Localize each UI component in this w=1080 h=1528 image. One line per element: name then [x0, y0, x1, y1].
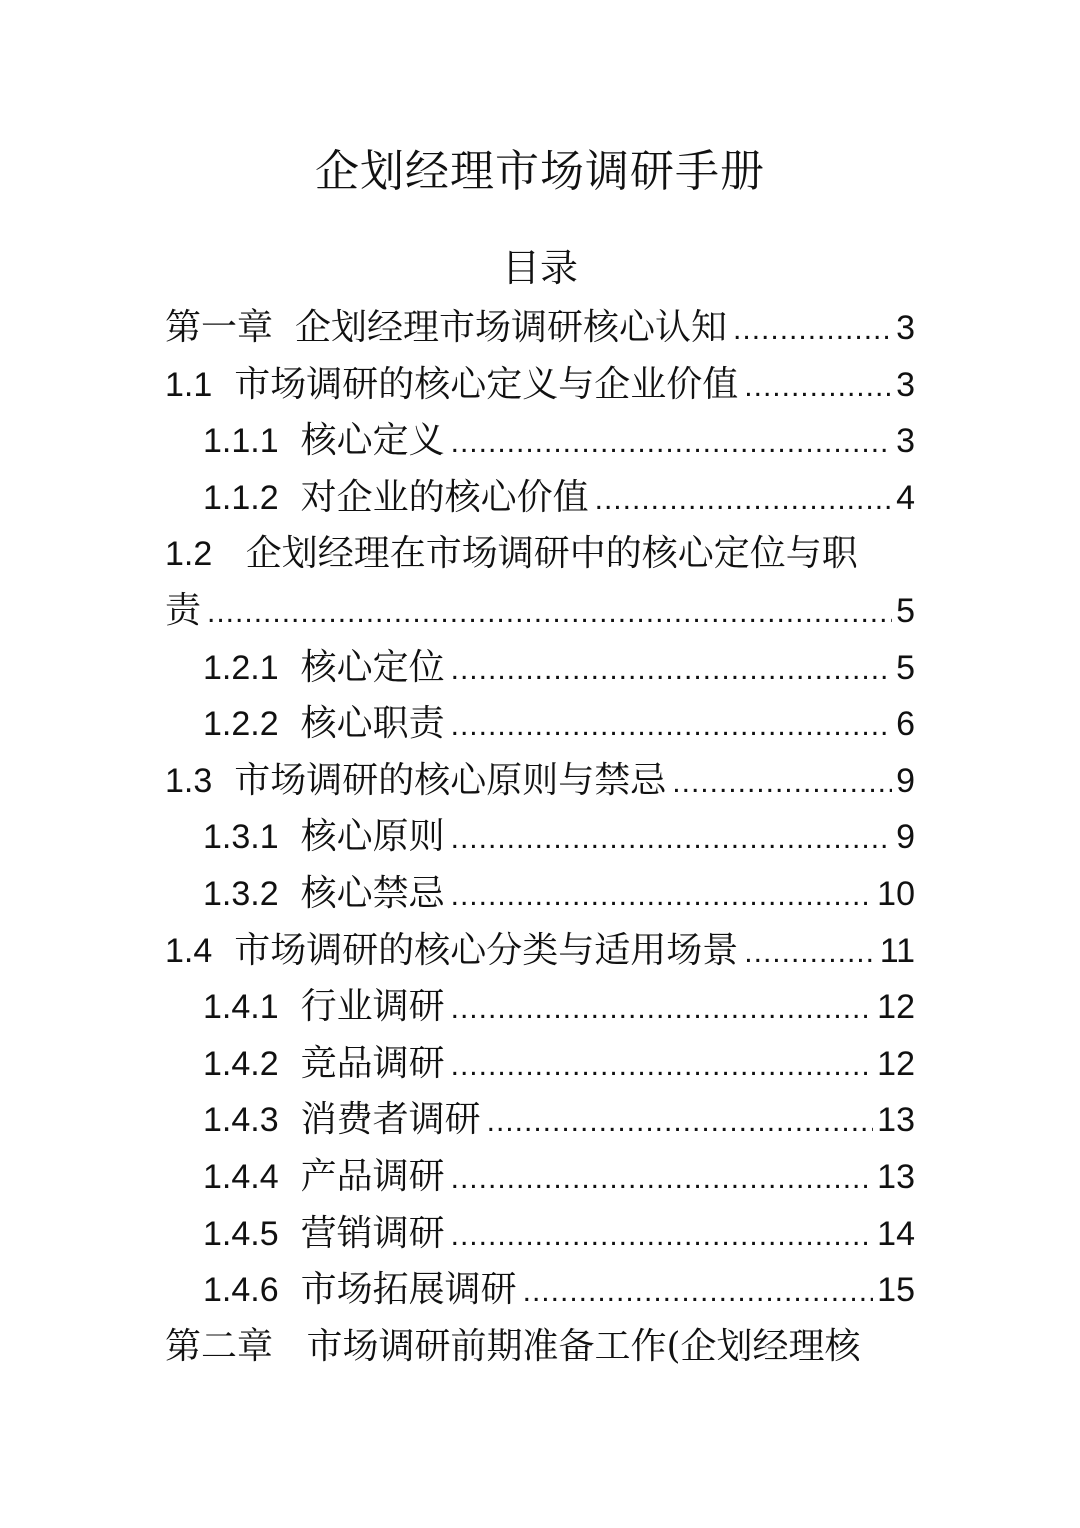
- toc-entry-page: 13: [877, 1157, 915, 1196]
- toc-entry-number: 1.4.1: [203, 988, 279, 1027]
- toc-entry-text: 核心职责: [300, 703, 445, 745]
- toc-leader-dots: [451, 1038, 874, 1093]
- toc-entry-number: 1.1.2: [203, 478, 279, 517]
- toc-entry-text: 核心定位: [300, 646, 445, 688]
- toc-leader-dots: [744, 925, 875, 980]
- toc-leader-dots: [451, 642, 892, 697]
- toc-entry-number: 1.3.2: [203, 874, 279, 913]
- toc-entry-1-2-line-1[interactable]: [165, 526, 915, 583]
- toc-entry-1-1-2[interactable]: [165, 470, 915, 527]
- toc-leader-dots: [451, 415, 892, 470]
- toc-entry-text: 营销调研: [300, 1212, 445, 1254]
- toc-entry-1-2-line-2[interactable]: [165, 583, 915, 640]
- toc-entry-1-1[interactable]: [165, 357, 915, 414]
- toc-leader-dots: [451, 1208, 874, 1263]
- toc-entry-number: 1.2: [165, 535, 213, 574]
- toc-leader-dots: [451, 1151, 874, 1206]
- toc-entry-1-2-1[interactable]: [165, 640, 915, 697]
- toc-entry-page: 5: [896, 591, 915, 630]
- toc-entry-number: 1.4.4: [203, 1157, 279, 1196]
- toc-leader-dots: [744, 359, 892, 414]
- table-of-contents: [165, 300, 915, 1375]
- toc-entry-1-4-3[interactable]: [165, 1092, 915, 1149]
- toc-entry-page: 14: [877, 1214, 915, 1253]
- toc-entry-page: 3: [896, 422, 915, 461]
- toc-entry-page: 11: [879, 931, 915, 970]
- toc-entry-page: 15: [877, 1271, 915, 1310]
- toc-entry-1-4-4[interactable]: [165, 1149, 915, 1206]
- toc-leader-dots: [451, 811, 892, 866]
- toc-entry-number: 第二章: [165, 1325, 274, 1367]
- toc-entry-text: 企划经理市场调研核心认知: [295, 307, 728, 348]
- toc-entry-number: 1.4: [165, 931, 213, 970]
- toc-entry-text: 市场拓展调研: [300, 1269, 517, 1311]
- toc-entry-1-3-2[interactable]: [165, 866, 915, 923]
- toc-entry-number: 1.4.2: [203, 1044, 279, 1083]
- toc-entry-1-4[interactable]: [165, 923, 915, 980]
- toc-entry-page: 3: [896, 309, 915, 347]
- document-title: 企划经理市场调研手册: [315, 146, 765, 197]
- toc-entry-page: 12: [877, 988, 915, 1027]
- toc-entry-page: 10: [877, 874, 915, 913]
- toc-entry-text: 市场调研的核心分类与适用场景: [234, 929, 739, 971]
- toc-entry-text: 对企业的核心价值: [300, 476, 589, 518]
- toc-entry-1-2-2[interactable]: [165, 696, 915, 753]
- toc-entry-1-4-5[interactable]: [165, 1206, 915, 1263]
- toc-entry-1-4-2[interactable]: [165, 1036, 915, 1093]
- toc-entry-text: 市场调研的核心定义与企业价值: [234, 363, 739, 405]
- toc-leader-dots: [672, 755, 892, 810]
- toc-entry-page: 5: [896, 648, 915, 687]
- toc-leader-dots: [487, 1094, 874, 1149]
- toc-entry-number: 1.2.2: [203, 705, 279, 744]
- toc-entry-text: 核心禁忌: [300, 872, 445, 914]
- toc-entry-number: 1.2.1: [203, 648, 279, 687]
- toc-entry-chapter-2[interactable]: [165, 1319, 915, 1376]
- toc-entry-number: 1.3: [165, 761, 213, 800]
- toc-leader-dots: [451, 981, 874, 1036]
- toc-entry-text: 市场调研的核心原则与禁忌: [234, 759, 667, 801]
- toc-entry-1-4-1[interactable]: [165, 979, 915, 1036]
- toc-entry-text: 市场调研前期准备工作(企划经理核: [306, 1325, 861, 1367]
- toc-entry-page: 12: [877, 1044, 915, 1083]
- toc-entry-number: 1.4.3: [203, 1101, 279, 1140]
- toc-entry-number: 1.4.6: [203, 1271, 279, 1310]
- toc-entry-page: 9: [896, 761, 915, 800]
- toc-entry-page: 13: [877, 1101, 915, 1140]
- toc-entry-text: 竞品调研: [300, 1042, 445, 1084]
- toc-entry-page: 9: [896, 818, 915, 857]
- toc-entry-1-4-6[interactable]: [165, 1262, 915, 1319]
- toc-entry-number: 第一章: [165, 307, 274, 348]
- toc-entry-1-3[interactable]: [165, 753, 915, 810]
- toc-entry-text-continued: 责: [165, 589, 202, 631]
- toc-entry-text: 消费者调研: [300, 1099, 481, 1141]
- toc-entry-1-1-1[interactable]: [165, 413, 915, 470]
- toc-entry-1-3-1[interactable]: [165, 809, 915, 866]
- toc-entry-text: 企划经理在市场调研中的核心定位与职: [245, 533, 858, 575]
- toc-heading: 目录: [501, 246, 578, 290]
- toc-entry-chapter-1[interactable]: [165, 300, 915, 357]
- toc-entry-number: 1.3.1: [203, 818, 279, 857]
- toc-leader-dots: [451, 868, 874, 923]
- toc-entry-page: 3: [896, 365, 915, 404]
- toc-entry-text: 产品调研: [300, 1155, 445, 1197]
- toc-entry-text: 核心原则: [300, 816, 445, 858]
- toc-entry-text: 行业调研: [300, 986, 445, 1028]
- toc-entry-page: 4: [896, 478, 915, 517]
- toc-entry-number: 1.1.1: [203, 422, 279, 461]
- toc-leader-dots: [595, 472, 892, 527]
- toc-leader-dots: [207, 585, 892, 640]
- toc-leader-dots: [451, 698, 892, 753]
- toc-entry-number: 1.4.5: [203, 1214, 279, 1253]
- toc-leader-dots: [733, 302, 892, 357]
- toc-entry-number: 1.1: [165, 365, 213, 404]
- toc-entry-text: 核心定义: [300, 420, 445, 462]
- toc-leader-dots: [523, 1264, 874, 1319]
- toc-entry-page: 6: [896, 705, 915, 744]
